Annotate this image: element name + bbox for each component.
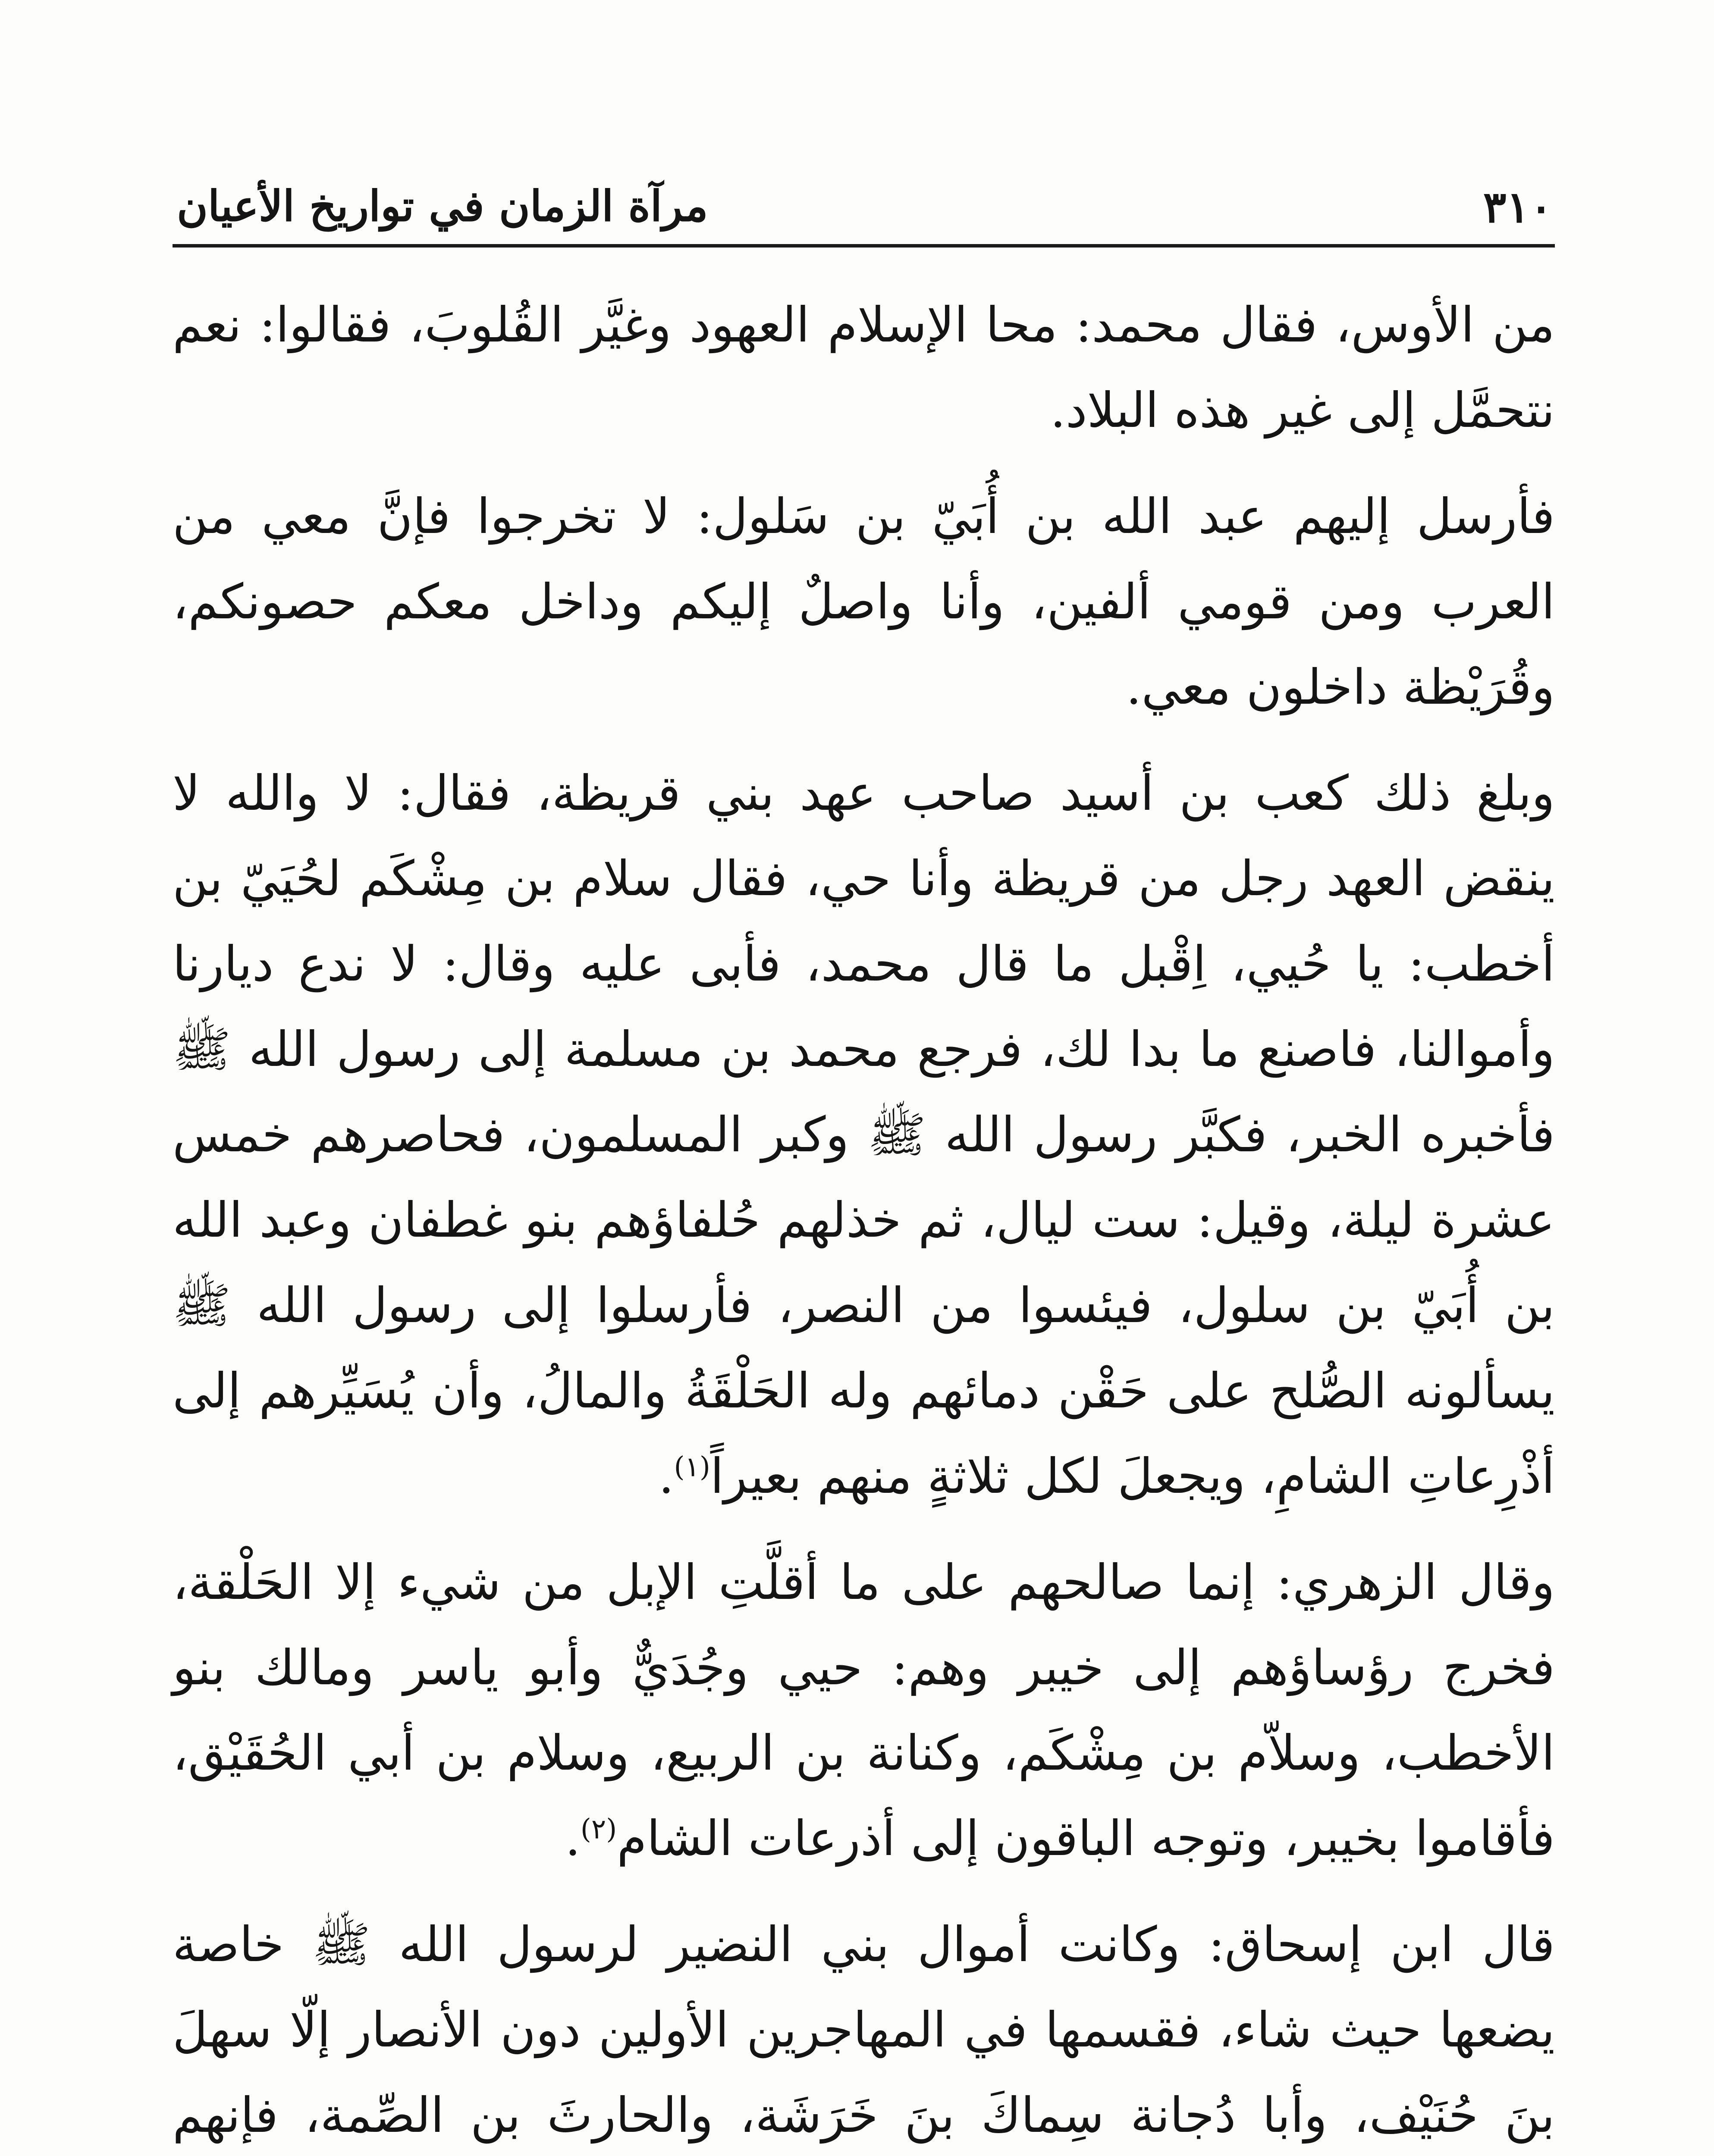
page-header	[177, 181, 1553, 241]
book-title: مرآة الزمان في تواريخ الأعيان	[177, 182, 708, 231]
paragraph-text: قال ابن إسحاق: وكانت أموال بني النضير لرسول الله ﷺ خاصة يضعها حيث شاء، فقسمها في المهاجرين الأولين دون الأنصار إلّا سهلَ بنَ حُنَيْف، وأبا دُجانة سِماكَ بنَ خَرَشَة، والحارثَ بن الصِّمة، فإنهم	[173, 1917, 1555, 2143]
paragraph-4: وقال الزهري: إنما صالحهم على ما أقلَّتِ الإبل من شيء إلا الحَلْقة، فخرج رؤساؤهم إلى خيبر وهم: حيي وجُدَيٌّ وأبو ياسر ومالك بنو الأخطب، وسلاّم بن مِشْكَم، وكنانة بن الربيع، وسلام بن أبي الحُقَيْق، فأقاموا بخيبر، وتوجه الباقون إلى أذرعات الشام$^{(٢)}$.	[173, 1554, 1555, 1867]
paragraph-text: فأرسل إليهم عبد الله بن أُبَيّ بن سَلول: لا تخرجوا فإنَّ معي من العرب ومن قومي ألفين، وأنا واصلٌ إليكم وداخل معكم حصونكم، وقُرَيْظة داخلون معي.	[173, 489, 1555, 715]
paragraph-text: وبلغ ذلك كعب بن أسيد صاحب عهد بني قريظة، فقال: لا والله لا ينقض العهد رجل من قريظة وأنا حي، فقال سلام بن مِشْكَم لحُيَيّ بن أخطب: يا حُيي، اِقْبل ما قال محمد، فأبى عليه وقال: لا ندع ديارنا وأموالنا، فاصنع ما بدا لك، فرجع محمد بن مسلمة إلى رسول الله ﷺ فأخبره الخبر، فكبَّر رسول الله ﷺ وكبر المسلمون، فحاصرهم خمس عشرة ليلة، وقيل: ست ليال، ثم خذلهم حُلفاؤهم بنو غطفان وعبد الله بن أُبَيّ بن سلول، فيئسوا من النصر، فأرسلوا إلى رسول الله ﷺ يسألونه الصُّلح على حَقْن دمائهم وله الحَلْقَةُ والمالُ، وأن يُسَيِّرهم إلى أذْرِعاتِ الشامِ، ويجعلَ لكل ثلاثةٍ منهم بعيراً	[173, 765, 1555, 1504]
main-text	[173, 282, 1555, 2156]
header-divider	[173, 244, 1555, 248]
footnote-marker[interactable]: (٢)	[580, 1813, 617, 1846]
paragraph-text: من الأوس، فقال محمد: محا الإسلام العهود وغيَّر القُلوبَ، فقالوا: نعم نتحمَّل إلى غير هذه البلاد.	[173, 297, 1555, 439]
footnote-marker[interactable]: (١)	[674, 1451, 710, 1483]
paragraph-5	[173, 1902, 1555, 2156]
paragraph-1	[173, 282, 1555, 453]
paragraph-text: وقال الزهري: إنما صالحهم على ما أقلَّتِ الإبل من شيء إلا الحَلْقة، فخرج رؤساؤهم إلى خيبر وهم: حيي وجُدَيٌّ وأبو ياسر ومالك بنو الأخطب، وسلاّم بن مِشْكَم، وكنانة بن الربيع، وسلام بن أبي الحُقَيْق، فأقاموا بخيبر، وتوجه الباقون إلى أذرعات الشام	[173, 1554, 1555, 1867]
paragraph-2	[173, 474, 1555, 730]
paragraph-3: وبلغ ذلك كعب بن أسيد صاحب عهد بني قريظة، فقال: لا والله لا ينقض العهد رجل من قريظة وأنا حي، فقال سلام بن مِشْكَم لحُيَيّ بن أخطب: يا حُيي، اِقْبل ما قال محمد، فأبى عليه وقال: لا ندع ديارنا وأموالنا، فاصنع ما بدا لك، فرجع محمد بن مسلمة إلى رسول الله ﷺ فأخبره الخبر، فكبَّر رسول الله ﷺ وكبر المسلمون، فحاصرهم خمس عشرة ليلة، وقيل: ست ليال، ثم خذلهم حُلفاؤهم بنو غطفان وعبد الله بن أُبَيّ بن سلول، فيئسوا من النصر، فأرسلوا إلى رسول الله ﷺ يسألونه الصُّلح على حَقْن دمائهم وله الحَلْقَةُ والمالُ، وأن يُسَيِّرهم إلى أذْرِعاتِ الشامِ، ويجعلَ لكل ثلاثةٍ منهم بعيراً$^{(١)}$.	[173, 765, 1555, 1504]
page-number: ٣١٠	[1483, 182, 1553, 232]
